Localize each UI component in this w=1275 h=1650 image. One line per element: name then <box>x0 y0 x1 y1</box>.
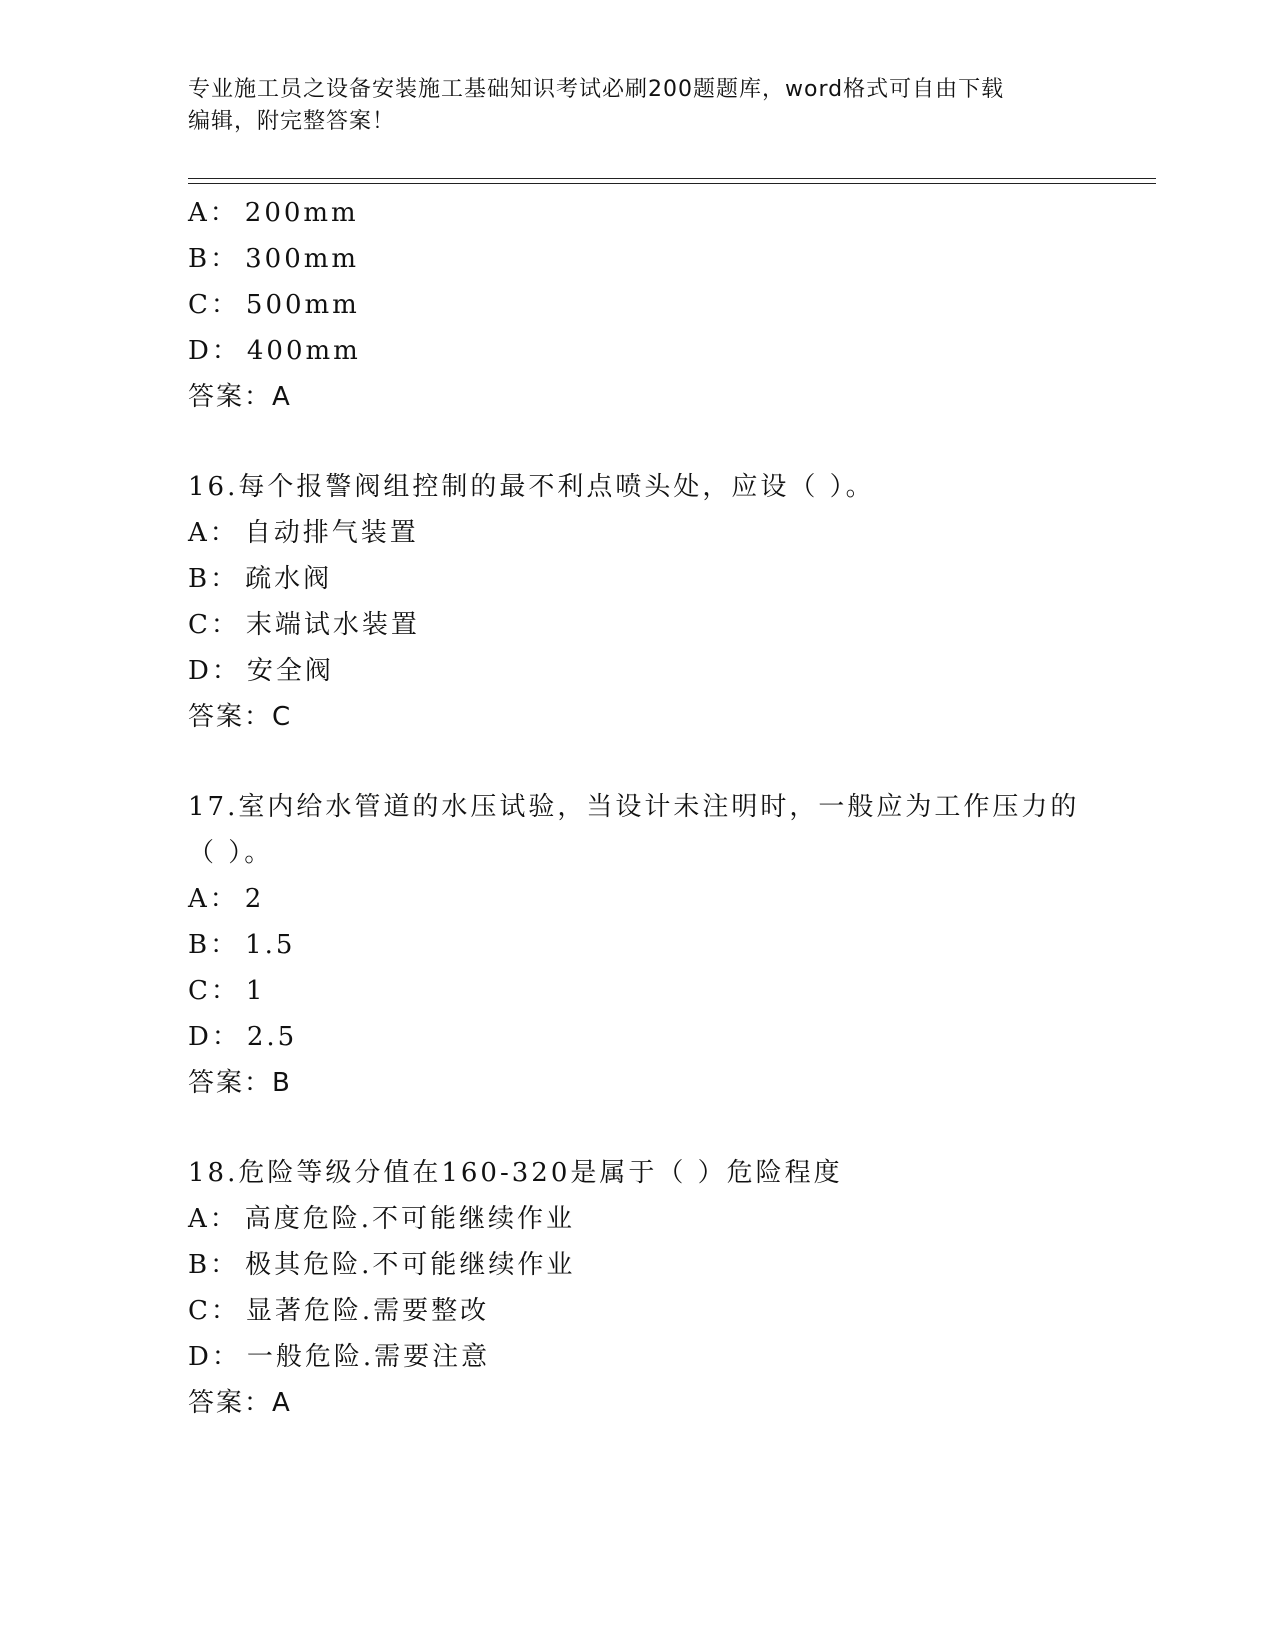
option-b <box>188 556 1148 602</box>
header-divider-top <box>188 178 1156 179</box>
option-text: 300mm <box>245 244 360 274</box>
option-key: A： <box>188 518 239 548</box>
option-d <box>188 1014 1148 1060</box>
option-text: 2.5 <box>246 1022 298 1052</box>
header-divider-bottom <box>188 183 1156 184</box>
answer-label: 答案：A <box>188 382 292 412</box>
option-key: C： <box>188 290 240 320</box>
option-key: B： <box>188 564 240 594</box>
spacer <box>188 420 1148 464</box>
spacer <box>188 1106 1148 1150</box>
option-key: A： <box>188 884 239 914</box>
option-text: 末端试水装置 <box>245 610 420 640</box>
option-text: 1.5 <box>245 930 296 960</box>
option-key: B： <box>188 1250 240 1280</box>
option-d <box>188 328 1148 374</box>
question-list <box>188 190 1148 1426</box>
option-c <box>188 1288 1148 1334</box>
option-text: 1 <box>245 976 266 1006</box>
question-text-line-2: （ ）。 <box>188 838 274 868</box>
spacer <box>188 740 1148 784</box>
option-key: C： <box>188 610 240 640</box>
option-key: D： <box>188 1342 241 1372</box>
option-key: B： <box>188 244 240 274</box>
option-key: A： <box>188 1204 239 1234</box>
option-text: 2 <box>244 884 265 914</box>
header-title-line-2: 编辑，附完整答案！ <box>188 109 396 134</box>
option-text: 疏水阀 <box>245 564 333 594</box>
option-c <box>188 282 1148 328</box>
question-18 <box>188 1150 1148 1426</box>
question-text-line-1: 17.室内给水管道的水压试验，当设计未注明时，一般应为工作压力的 <box>188 792 1080 822</box>
answer-label: 答案：A <box>188 1388 292 1418</box>
option-text: 500mm <box>245 290 360 320</box>
option-b <box>188 1242 1148 1288</box>
option-key: D： <box>188 1022 241 1052</box>
option-text: 显著危险.需要整改 <box>245 1296 490 1326</box>
header-title-line-1: 专业施工员之设备安装施工基础知识考试必刷200题题库，word格式可自由下载 <box>188 77 1005 102</box>
document-header <box>188 74 1088 138</box>
question-16 <box>188 464 1148 740</box>
option-text: 自动排气装置 <box>244 518 419 548</box>
option-key: A： <box>188 198 239 228</box>
question-17 <box>188 784 1148 1106</box>
option-a <box>188 510 1148 556</box>
question-text: 16.每个报警阀组控制的最不利点喷头处，应设（ ）。 <box>188 472 875 502</box>
option-key: B： <box>188 930 240 960</box>
option-text: 安全阀 <box>246 656 334 686</box>
option-text: 一般危险.需要注意 <box>246 1342 491 1372</box>
option-text: 高度危险.不可能继续作业 <box>244 1204 576 1234</box>
option-text: 400mm <box>246 336 361 366</box>
option-d <box>188 648 1148 694</box>
question-text: 18.危险等级分值在160-320是属于（ ）危险程度 <box>188 1158 843 1188</box>
option-a <box>188 1196 1148 1242</box>
answer-label: 答案：B <box>188 1068 292 1098</box>
option-d <box>188 1334 1148 1380</box>
option-text: 极其危险.不可能继续作业 <box>245 1250 576 1280</box>
option-c <box>188 602 1148 648</box>
option-b <box>188 236 1148 282</box>
option-a <box>188 190 1148 236</box>
option-key: D： <box>188 336 241 366</box>
option-b <box>188 922 1148 968</box>
option-key: C： <box>188 1296 240 1326</box>
option-text: 200mm <box>244 198 359 228</box>
option-c <box>188 968 1148 1014</box>
question-15 <box>188 190 1148 420</box>
option-key: D： <box>188 656 241 686</box>
option-key: C： <box>188 976 240 1006</box>
answer-label: 答案：C <box>188 702 293 732</box>
option-a <box>188 876 1148 922</box>
